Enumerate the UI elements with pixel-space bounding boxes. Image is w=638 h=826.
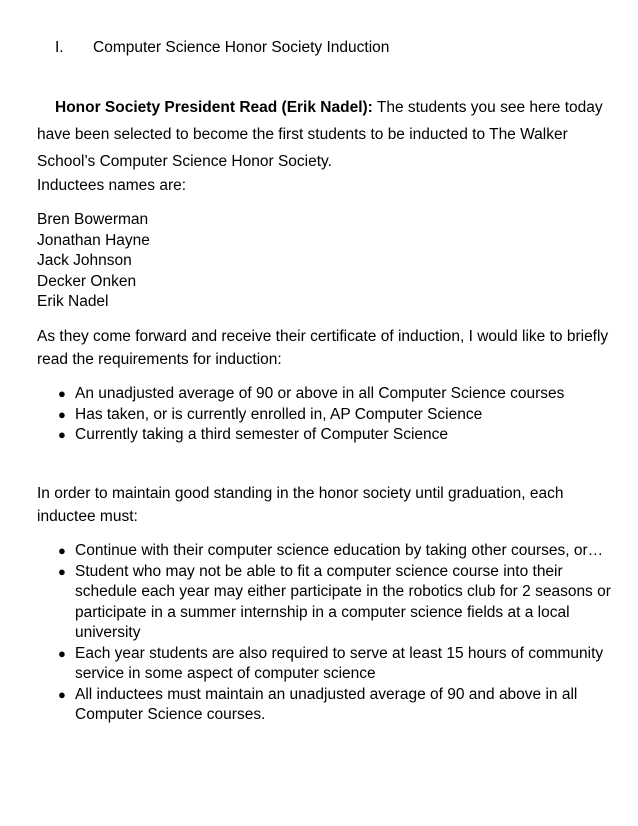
bullet-icon: ●: [58, 686, 66, 702]
intro-text: The students you see here today have been selected to become the first students to be inducted to The Walker School’s Computer Science Honor Society.: [37, 99, 603, 170]
list-item: [37, 425, 612, 446]
section-number: I.: [55, 39, 64, 56]
list-item: [37, 562, 612, 644]
bullet-icon: ●: [58, 386, 66, 401]
rule-text: Each year students are also required to serve at least 15 hours of community service in some aspect of computer science: [75, 644, 604, 682]
rule-text: Student who may not be able to fit a computer science course into their schedule each year may either participate in the robotics club for 2 seasons or participate in a summer internship in a computer science fields at a local university: [75, 562, 611, 641]
requirement-text: Has taken, or is currently enrolled in, AP Computer Science: [75, 405, 483, 423]
requirements-intro: As they come forward and receive their certificate of induction, I would like to briefly read the requirements for induction:: [37, 328, 609, 368]
inductee-name: Jack Johnson: [37, 252, 132, 269]
bullet-icon: ●: [58, 645, 66, 661]
requirement-text: Currently taking a third semester of Computer Science: [75, 426, 449, 443]
list-item: [37, 685, 612, 726]
requirement-text: An unadjusted average of 90 or above in all Computer Science courses: [75, 385, 565, 402]
standing-rules-list: [37, 541, 612, 726]
list-item: [37, 541, 612, 562]
inductee-name: Bren Bowerman: [37, 211, 149, 228]
inductee-name: Decker Onken: [37, 272, 137, 290]
speaker-label: Honor Society President Read (Erik Nadel):: [55, 99, 373, 116]
bullet-icon: ●: [58, 427, 66, 442]
rule-text: Continue with their computer science education by taking other courses, or…: [75, 542, 604, 559]
bullet-icon: ●: [58, 543, 66, 558]
intro-paragraph: [37, 94, 612, 175]
list-item: [37, 384, 612, 405]
rule-text: All inductees must maintain an unadjusted average of 90 and above in all Computer Science courses.: [75, 685, 578, 723]
section-title: Computer Science Honor Society Induction: [93, 39, 390, 56]
list-item: [37, 405, 612, 426]
inductees-label: Inductees names are:: [37, 177, 187, 194]
inductee-name: Erik Nadel: [37, 293, 109, 310]
requirements-list: [37, 384, 612, 446]
inductee-list: [37, 210, 150, 313]
list-item: [37, 644, 612, 685]
bullet-icon: ●: [58, 406, 66, 422]
standing-intro: In order to maintain good standing in the honor society until graduation, each inductee must:: [37, 485, 564, 525]
bullet-icon: ●: [58, 563, 66, 579]
inductee-name: Jonathan Hayne: [37, 231, 150, 249]
section-heading: [55, 38, 389, 58]
